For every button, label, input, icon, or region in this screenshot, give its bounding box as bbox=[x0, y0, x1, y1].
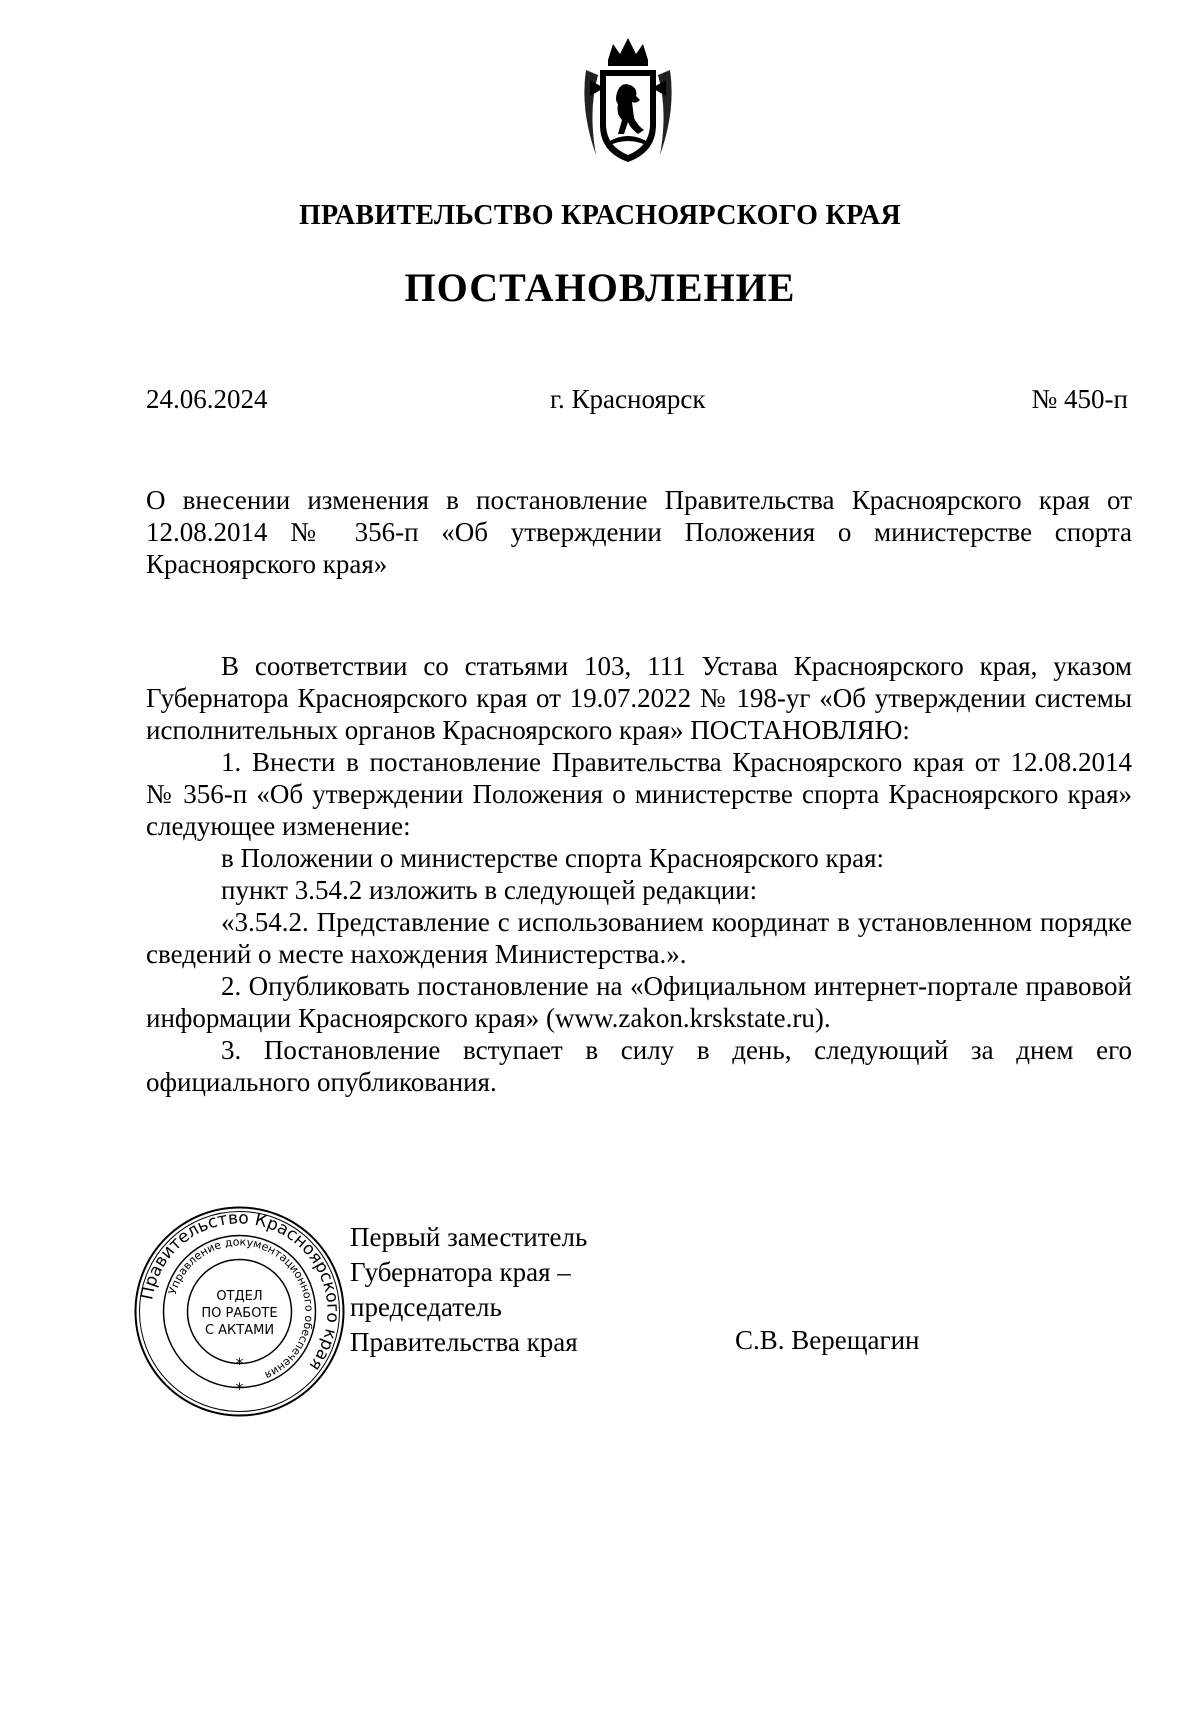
body-paragraph: 2. Опубликовать постановление на «Официальном интернет-портале правовой информации Красноярского края» (www.zakon.krskstate.ru). bbox=[146, 971, 1132, 1033]
svg-text:С АКТАМИ: С АКТАМИ bbox=[204, 1323, 275, 1338]
signer-position-line: Правительства края bbox=[350, 1327, 578, 1357]
body-paragraph: В соответствии со статьями 103, 111 Устава Красноярского края, указом Губернатора Красноярского края от 19.07.2022 № 198-уг «Об утверждении системы исполнительных органов Красноярского края» ПОСТАНОВЛЯЮ: bbox=[146, 651, 1132, 745]
svg-text:ОТДЕЛ: ОТДЕЛ bbox=[216, 1289, 263, 1304]
signer-name: С.В. Верещагин bbox=[735, 1325, 920, 1355]
svg-text:*: * bbox=[235, 1354, 244, 1373]
document-city: г. Красноярск bbox=[550, 384, 706, 414]
body-paragraph: 3. Постановление вступает в силу в день, следующий за днем его официального опубликования. bbox=[146, 1035, 1132, 1097]
official-stamp-icon bbox=[132, 1204, 347, 1419]
subject-text: О внесении изменения в постановление Правительства Красноярского края от 12.08.2014 № 356-п «Об утверждении Положения о министерстве спорта Красноярского края» bbox=[146, 485, 1132, 579]
signer-position-line: Губернатора края – bbox=[350, 1257, 571, 1287]
document-body bbox=[146, 650, 1132, 1098]
svg-text:*: * bbox=[235, 1379, 244, 1398]
svg-text:Управление документационного о: Управление документационного обеспечения bbox=[165, 1235, 316, 1382]
signer-position-line: Первый заместитель bbox=[350, 1222, 588, 1252]
signer-position bbox=[350, 1220, 587, 1360]
organization-title: ПРАВИТЕЛЬСТВО КРАСНОЯРСКОГО КРАЯ bbox=[298, 200, 902, 231]
svg-text:Правительство Красноярского кр: Правительство Красноярского края bbox=[137, 1208, 343, 1375]
document-subject bbox=[146, 484, 1132, 580]
svg-text:ПО РАБОТЕ: ПО РАБОТЕ bbox=[201, 1306, 278, 1321]
body-paragraph: пункт 3.54.2 изложить в следующей редакции: bbox=[221, 875, 758, 905]
body-paragraph: 1. Внести в постановление Правительства Красноярского края от 12.08.2014 № 356-п «Об утверждении Положения о министерстве спорта Красноярского края» следующее изменение: bbox=[146, 747, 1132, 841]
document-type-heading: ПОСТАНОВЛЕНИЕ bbox=[404, 265, 796, 310]
signer-position-line: председатель bbox=[350, 1292, 502, 1322]
body-paragraph: в Положении о министерстве спорта Красноярского края: bbox=[221, 843, 885, 873]
document-number: № 450-п bbox=[1031, 384, 1128, 414]
document-date: 24.06.2024 bbox=[146, 384, 268, 414]
body-paragraph: «3.54.2. Представление с использованием координат в установленном порядке сведений о месте нахождения Министерства.». bbox=[146, 907, 1132, 969]
coat-of-arms-icon bbox=[578, 30, 678, 170]
